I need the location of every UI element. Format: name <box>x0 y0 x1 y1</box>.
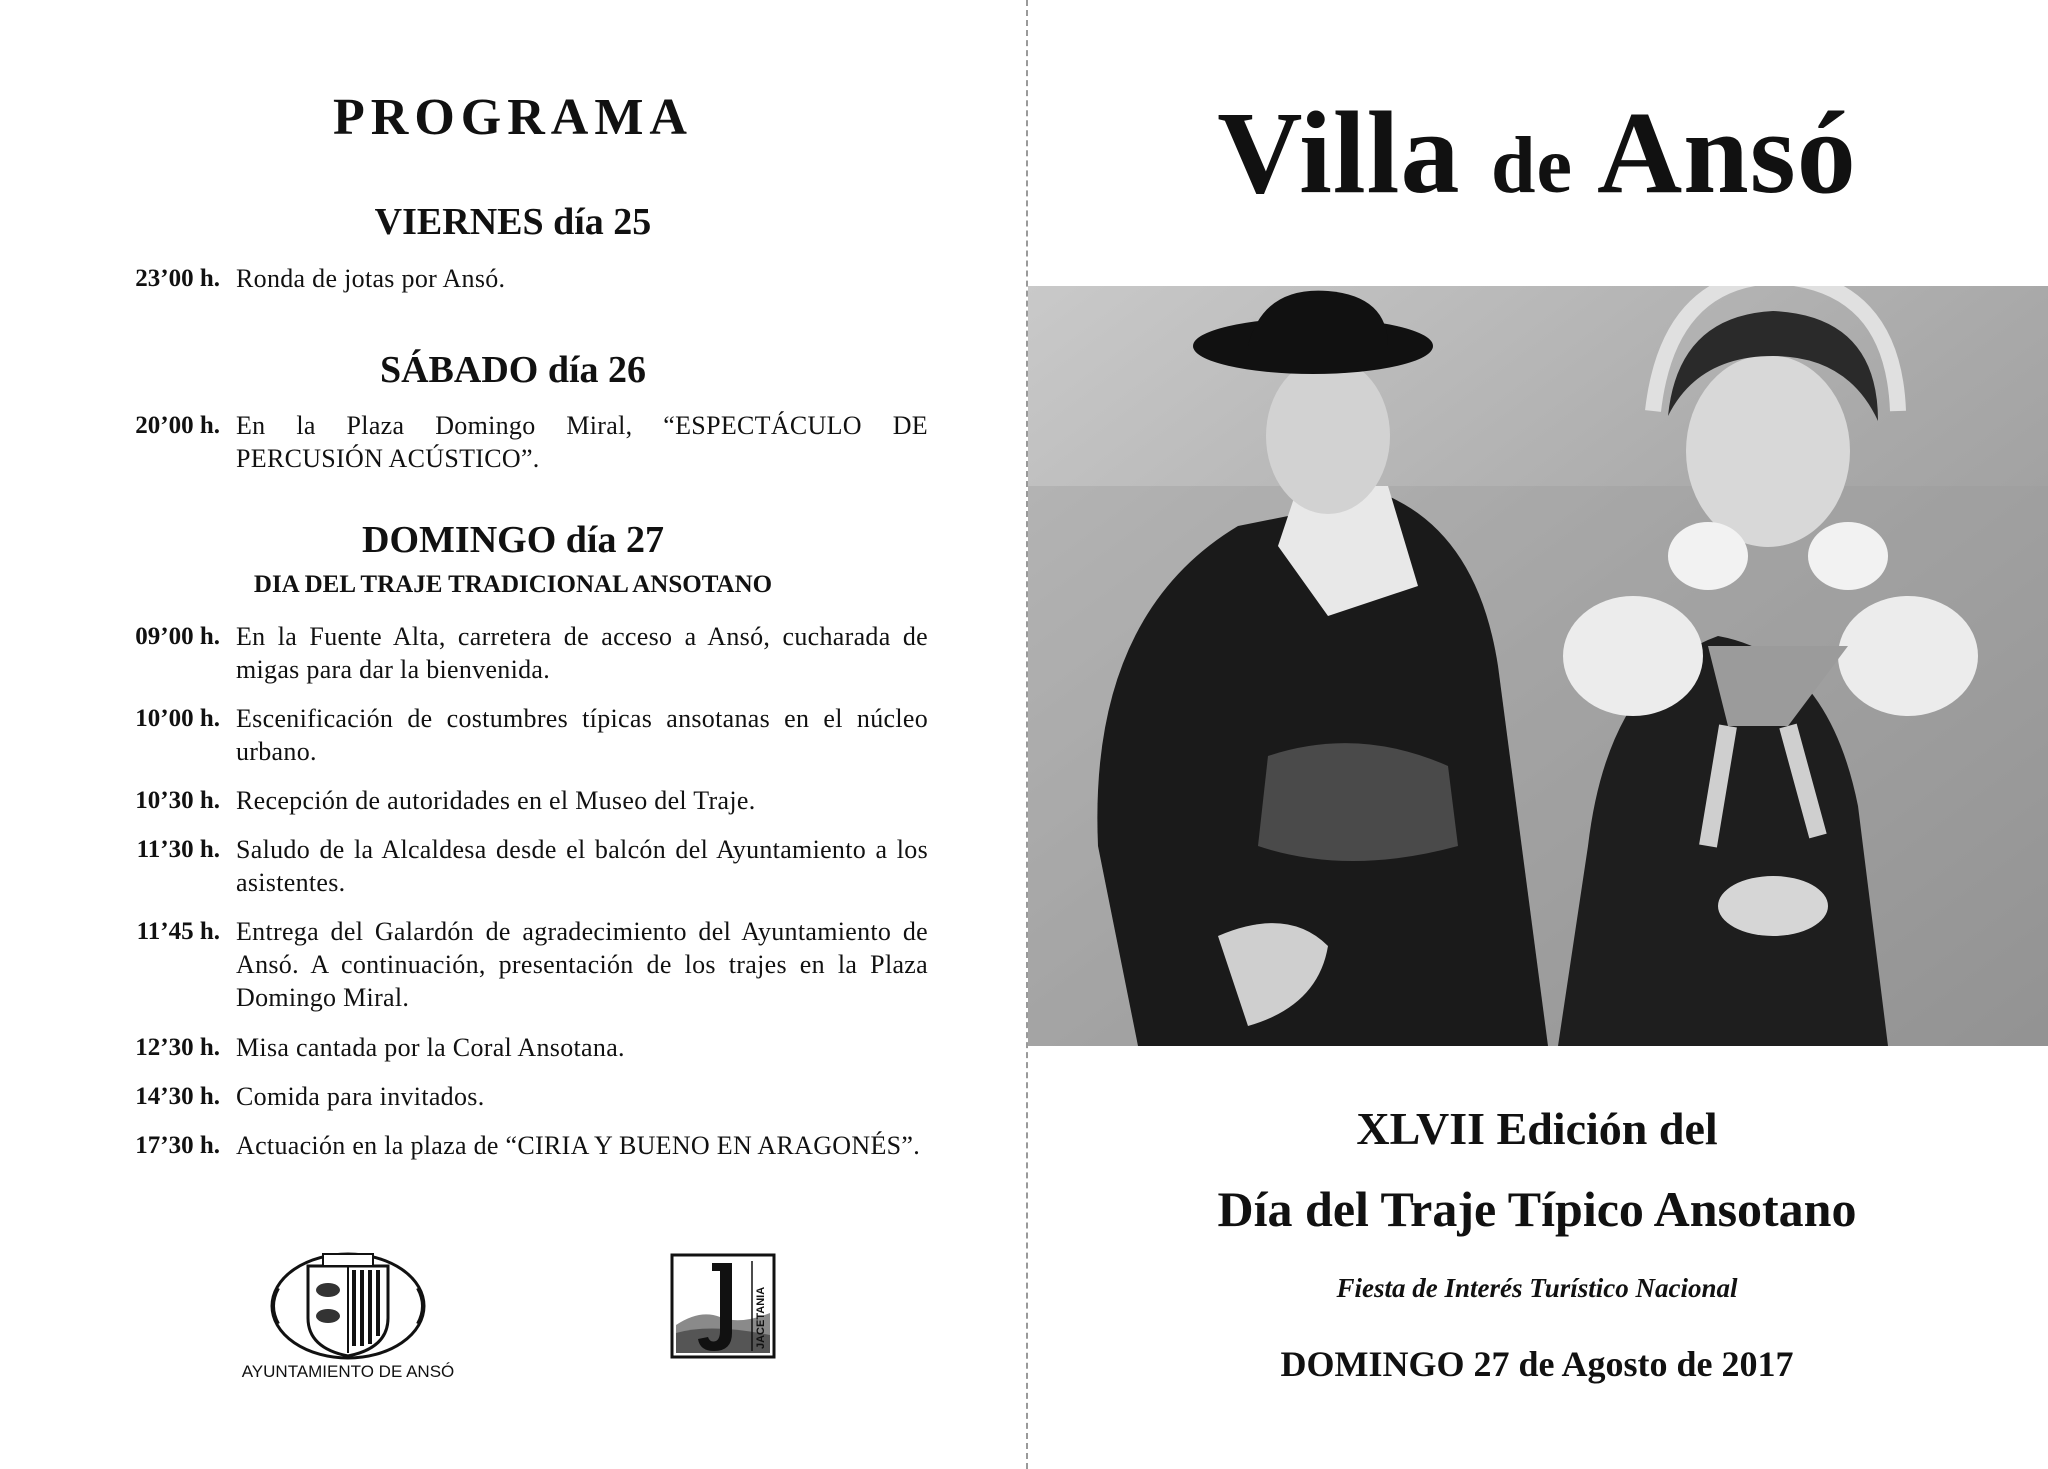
event-date: DOMINGO 27 de Agosto de 2017 <box>1280 1344 1794 1384</box>
event-description: Misa cantada por la Coral Ansotana. <box>236 1033 625 1062</box>
event-time: 17’30 h. <box>135 1132 220 1159</box>
jacetania-label: JACETANIA <box>755 1286 767 1349</box>
event-description: Escenificación de costumbres típicas ansotanas en el núcleo urbano. <box>236 704 928 766</box>
cover-title-anso: Ansó <box>1596 87 1857 218</box>
event-time: 10’30 h. <box>135 787 220 814</box>
sunday-subheading: DIA DEL TRAJE TRADICIONAL ANSOTANO <box>253 571 773 598</box>
tagline: Fiesta de Interés Turístico Nacional <box>1336 1273 1738 1303</box>
cover-title-villa: Villa <box>1217 87 1461 218</box>
event-description: En la Fuente Alta, carretera de acceso a Ansó, cucharada de migas para dar la bienvenida. <box>236 622 928 684</box>
event-time: 23’00 h. <box>135 265 220 292</box>
event-description: En la Plaza Domingo Miral, “ESPECTÁCULO DE PERCUSIÓN ACÚSTICO”. <box>236 411 928 473</box>
event-time: 20’00 h. <box>135 412 220 439</box>
edition-line: XLVII Edición del <box>1356 1103 1718 1154</box>
event-description: Ronda de jotas por Ansó. <box>236 264 506 293</box>
event-time: 10’00 h. <box>135 705 220 732</box>
event-description: Comida para invitados. <box>236 1082 485 1111</box>
event-time: 12’30 h. <box>135 1034 220 1061</box>
friday-heading: VIERNES día 25 <box>374 201 652 243</box>
sunday-heading: DOMINGO día 27 <box>362 519 664 561</box>
event-description: Actuación en la plaza de “CIRIA Y BUENO EN ARAGONÉS”. <box>236 1131 921 1160</box>
ayuntamiento-coat-of-arms-icon <box>268 1248 428 1364</box>
event-time: 11’45 h. <box>136 918 220 945</box>
saturday-heading: SÁBADO día 26 <box>379 349 647 391</box>
event-description: Entrega del Galardón de agradecimiento del Ayuntamiento de Ansó. A continuación, presentación de los trajes en la Plaza Domingo Miral. <box>236 917 928 1012</box>
cover-title <box>1026 78 2048 241</box>
event-time: 11’30 h. <box>136 836 220 863</box>
jacetania-logo-icon <box>670 1253 776 1359</box>
program-title: PROGRAMA <box>333 89 693 146</box>
event-name: Día del Traje Típico Ansotano <box>1217 1181 1857 1237</box>
event-description: Recepción de autoridades en el Museo del Traje. <box>236 786 756 815</box>
ayuntamiento-label: AYUNTAMIENTO DE ANSÓ <box>241 1362 455 1381</box>
event-time: 14’30 h. <box>135 1083 220 1110</box>
event-description: Saludo de la Alcaldesa desde el balcón del Ayuntamiento a los asistentes. <box>236 835 928 897</box>
event-time: 09’00 h. <box>135 623 220 650</box>
cover-title-de: de <box>1490 122 1573 210</box>
cover-photo <box>1028 286 2048 1046</box>
